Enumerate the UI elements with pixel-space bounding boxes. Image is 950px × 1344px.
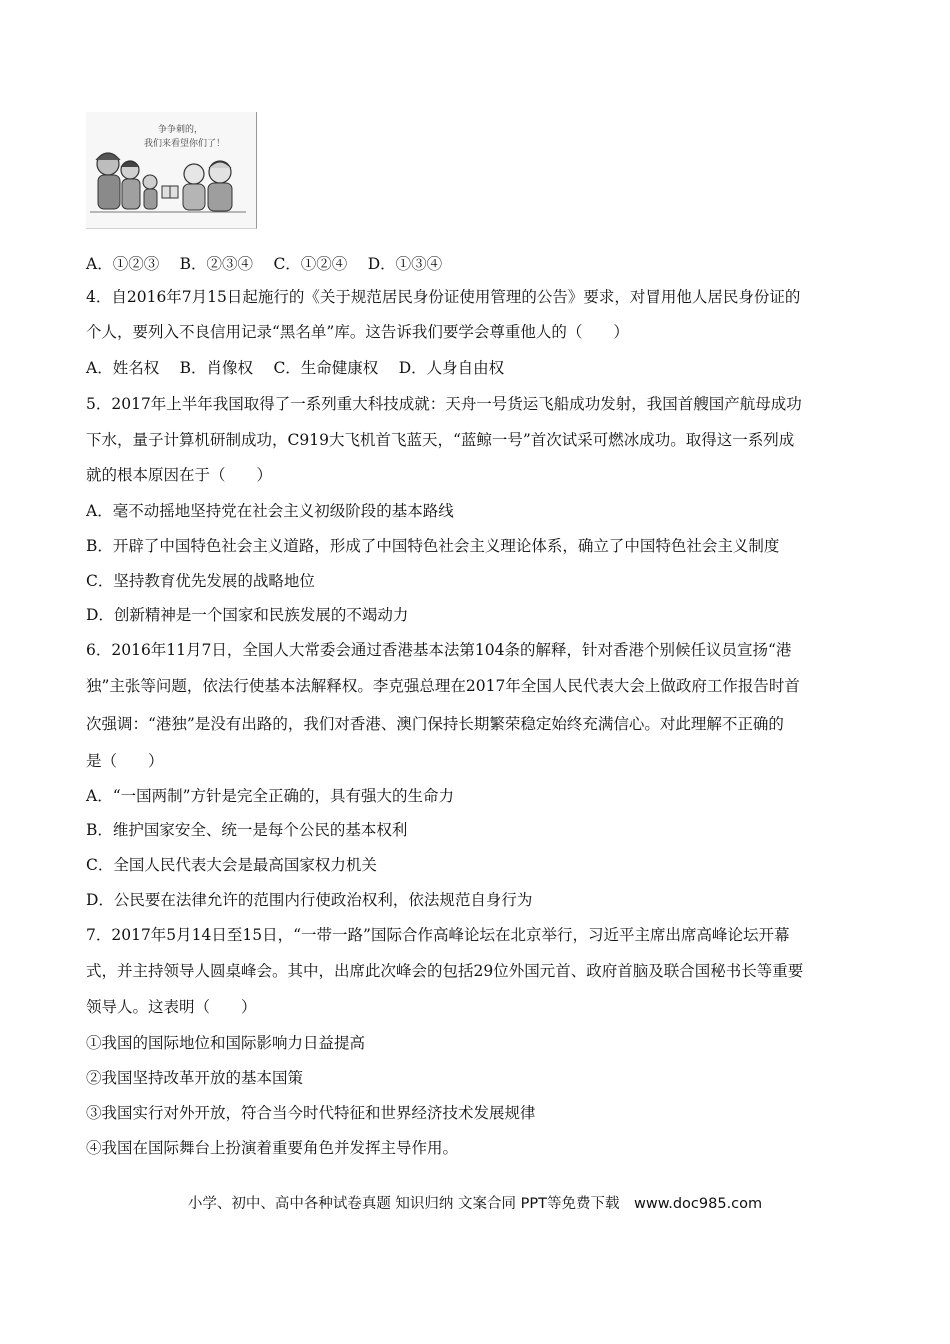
q7-statement-1: ①我国的国际地位和国际影响力日益提高 [86,1034,366,1052]
q4-stem-line1: 4．自2016年7月15日起施行的《关于规范居民身份证使用管理的公告》要求，对冒用他人居民身份证的 [86,288,801,306]
cartoon-family-icon [86,112,256,228]
q6-option-a: A．“一国两制”方针是完全正确的，具有强大的生命力 [86,787,455,805]
q7-statement-3: ③我国实行对外开放，符合当今时代特征和世界经济技术发展规律 [86,1104,536,1122]
q5-stem-line2: 下水，量子计算机研制成功，C919大飞机首飞蓝天，“蓝鲸一号”首次试采可燃冰成功。取得这一系列成 [86,431,795,449]
q7-statement-4: ④我国在国际舞台上扮演着重要角色并发挥主导作用。 [86,1139,459,1157]
q6-stem-line1: 6．2016年11月7日，全国人大常委会通过香港基本法第104条的解释，针对香港个别候任议员宣扬“港 [86,641,792,659]
q5-option-c: C．坚持教育优先发展的战略地位 [86,572,315,590]
q7-statement-2: ②我国坚持改革开放的基本国策 [86,1069,304,1087]
q4-options: A．姓名权 B．肖像权 C．生命健康权 D．人身自由权 [86,359,505,377]
q6-option-b: B．维护国家安全、统一是每个公民的基本权利 [86,821,408,839]
cartoon-illustration [86,112,257,229]
q5-stem-line3: 就的根本原因在于（ ） [86,466,273,484]
q6-stem-line4: 是（ ） [86,752,164,770]
figure-caption-line1: 争争刺的， [158,125,204,135]
q5-option-b: B．开辟了中国特色社会主义道路，形成了中国特色社会主义理论体系，确立了中国特色社会主义制度 [86,537,780,555]
q4-stem-line2: 个人，要列入不良信用记录“黑名单”库。这告诉我们要学会尊重他人的（ ） [86,323,629,341]
q5-option-a: A．毫不动摇地坚持党在社会主义初级阶段的基本路线 [86,502,454,520]
page-footer: 小学、初中、高中各种试卷真题 知识归纳 文案合同 PPT等免费下载 www.doc985.com [187,1196,763,1212]
q5-stem-line1: 5．2017年上半年我国取得了一系列重大科技成就：天舟一号货运飞船成功发射，我国首艘国产航母成功 [86,395,802,413]
q6-option-c: C．全国人民代表大会是最高国家权力机关 [86,856,377,874]
q3-options: A．①②③ B．②③④ C．①②④ D．①③④ [86,255,443,273]
figure-caption-line2: 我们来看望你们了！ [144,139,226,149]
q6-stem-line3: 次强调：“港独”是没有出路的，我们对香港、澳门保持长期繁荣稳定始终充满信心。对此理解不正确的 [86,715,784,733]
q7-stem-line3: 领导人。这表明（ ） [86,998,257,1016]
q6-stem-line2: 独”主张等问题，依法行使基本法解释权。李克强总理在2017年全国人民代表大会上做政府工作报告时首 [86,677,800,695]
q6-option-d: D．公民要在法律允许的范围内行使政治权利，依法规范自身行为 [86,891,533,909]
q7-stem-line1: 7．2017年5月14日至15日，“一带一路”国际合作高峰论坛在北京举行，习近平主席出席高峰论坛开幕 [86,926,790,944]
q5-option-d: D．创新精神是一个国家和民族发展的不竭动力 [86,606,409,624]
q7-stem-line2: 式，并主持领导人圆桌峰会。其中，出席此次峰会的包括29位外国元首、政府首脑及联合国秘书长等重要 [86,962,804,980]
